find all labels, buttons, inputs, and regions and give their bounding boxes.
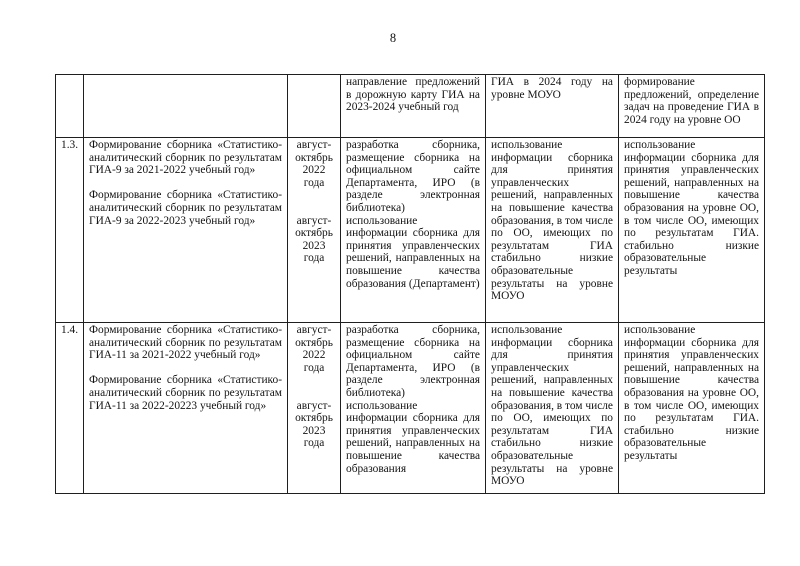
cell-timeline (288, 75, 341, 138)
date-range: август-октябрь 2023 года (295, 214, 333, 265)
cell-department-result (341, 75, 486, 138)
paragraph: использование информации сборника для принятия управленческих решений, направленных на повышение качества образования (346, 399, 480, 475)
row-number: 1.3. (61, 139, 79, 151)
paragraph: использование информации сборника для принятия управленческих решений, направленных на повышение качества образования, в том числе по ОО, имеющих по результатам ГИА стабильно низкие образовательные результаты на уровне МОУО (491, 139, 613, 303)
paragraph: Формирование сборника «Статистико-аналитический сборник по результатам ГИА-9 за 2021-2022 учебный год» (89, 139, 282, 177)
paragraph: разработка сборника, размещение сборника на официальном сайте Департамента, ИРО (в разделе электронная библиотека) (346, 139, 480, 214)
paragraph: разработка сборника, размещение сборника на официальном сайте Департамента, ИРО (в разделе электронная библиотека) (346, 324, 480, 399)
paragraph: использование информации сборника для принятия управленческих решений, направленных на повышение качества образования, в том числе по ОО, имеющих по результатам ГИА стабильно низкие образовательные результаты на уровне МОУО (491, 324, 613, 488)
paragraph: использование информации сборника для принятия управленческих решений, направленных на повышение качества образования (Департамент) (346, 214, 480, 290)
page-number: 8 (389, 31, 397, 45)
paragraph: использование информации сборника для принятия управленческих решений, направленных на повышение качества образования на уровне ОО, в том числе ОО, имеющих по результатам ГИА. стабильно низкие образовательные результаты (624, 139, 759, 277)
cell-activity (84, 323, 288, 494)
paragraph: направление предложений в дорожную карту ГИА на 2023-2024 учебный год (346, 76, 480, 114)
date-range: август-октябрь 2022 года (295, 324, 333, 374)
row-number: 1.4. (61, 324, 79, 336)
cell-activity (84, 138, 288, 323)
cell-oo-result (619, 138, 765, 323)
date-range: август-октябрь 2022 года (295, 139, 333, 189)
table-row-1-3 (56, 138, 765, 323)
paragraph: Формирование сборника «Статистико-аналитический сборник по результатам ГИА-11 за 2021-2022 учебный год» (89, 324, 282, 362)
cell-timeline (288, 323, 341, 494)
paragraph: формирование предложений, определение задач на проведение ГИА в 2024 году на уровне ОО (624, 76, 759, 126)
table-row-1-4 (56, 323, 765, 494)
cell-number (56, 75, 84, 138)
cell-activity (84, 75, 288, 138)
paragraph: Формирование сборника «Статистико-аналитический сборник по результатам ГИА-9 за 2022-2023 учебный год» (89, 189, 282, 227)
paragraph: Формирование сборника «Статистико-аналитический сборник по результатам ГИА-11 за 2022-20223 учебный год» (89, 374, 282, 412)
cell-mouo-result (486, 75, 619, 138)
table-row-continuation (56, 75, 765, 138)
cell-mouo-result (486, 138, 619, 323)
cell-number (56, 323, 84, 494)
cell-timeline (288, 138, 341, 323)
paragraph: ГИА в 2024 году на уровне МОУО (491, 76, 613, 101)
cell-number (56, 138, 84, 323)
cell-department-result (341, 323, 486, 494)
cell-mouo-result (486, 323, 619, 494)
paragraph: использование информации сборника для принятия управленческих решений, направленных на повышение качества образования на уровне ОО, в том числе ОО, имеющих по результатам ГИА. стабильно низкие образовательные результаты (624, 324, 759, 462)
cell-oo-result (619, 75, 765, 138)
cell-department-result (341, 138, 486, 323)
plan-table (55, 74, 765, 494)
date-range: август-октябрь 2023 года (295, 399, 333, 450)
cell-oo-result (619, 323, 765, 494)
